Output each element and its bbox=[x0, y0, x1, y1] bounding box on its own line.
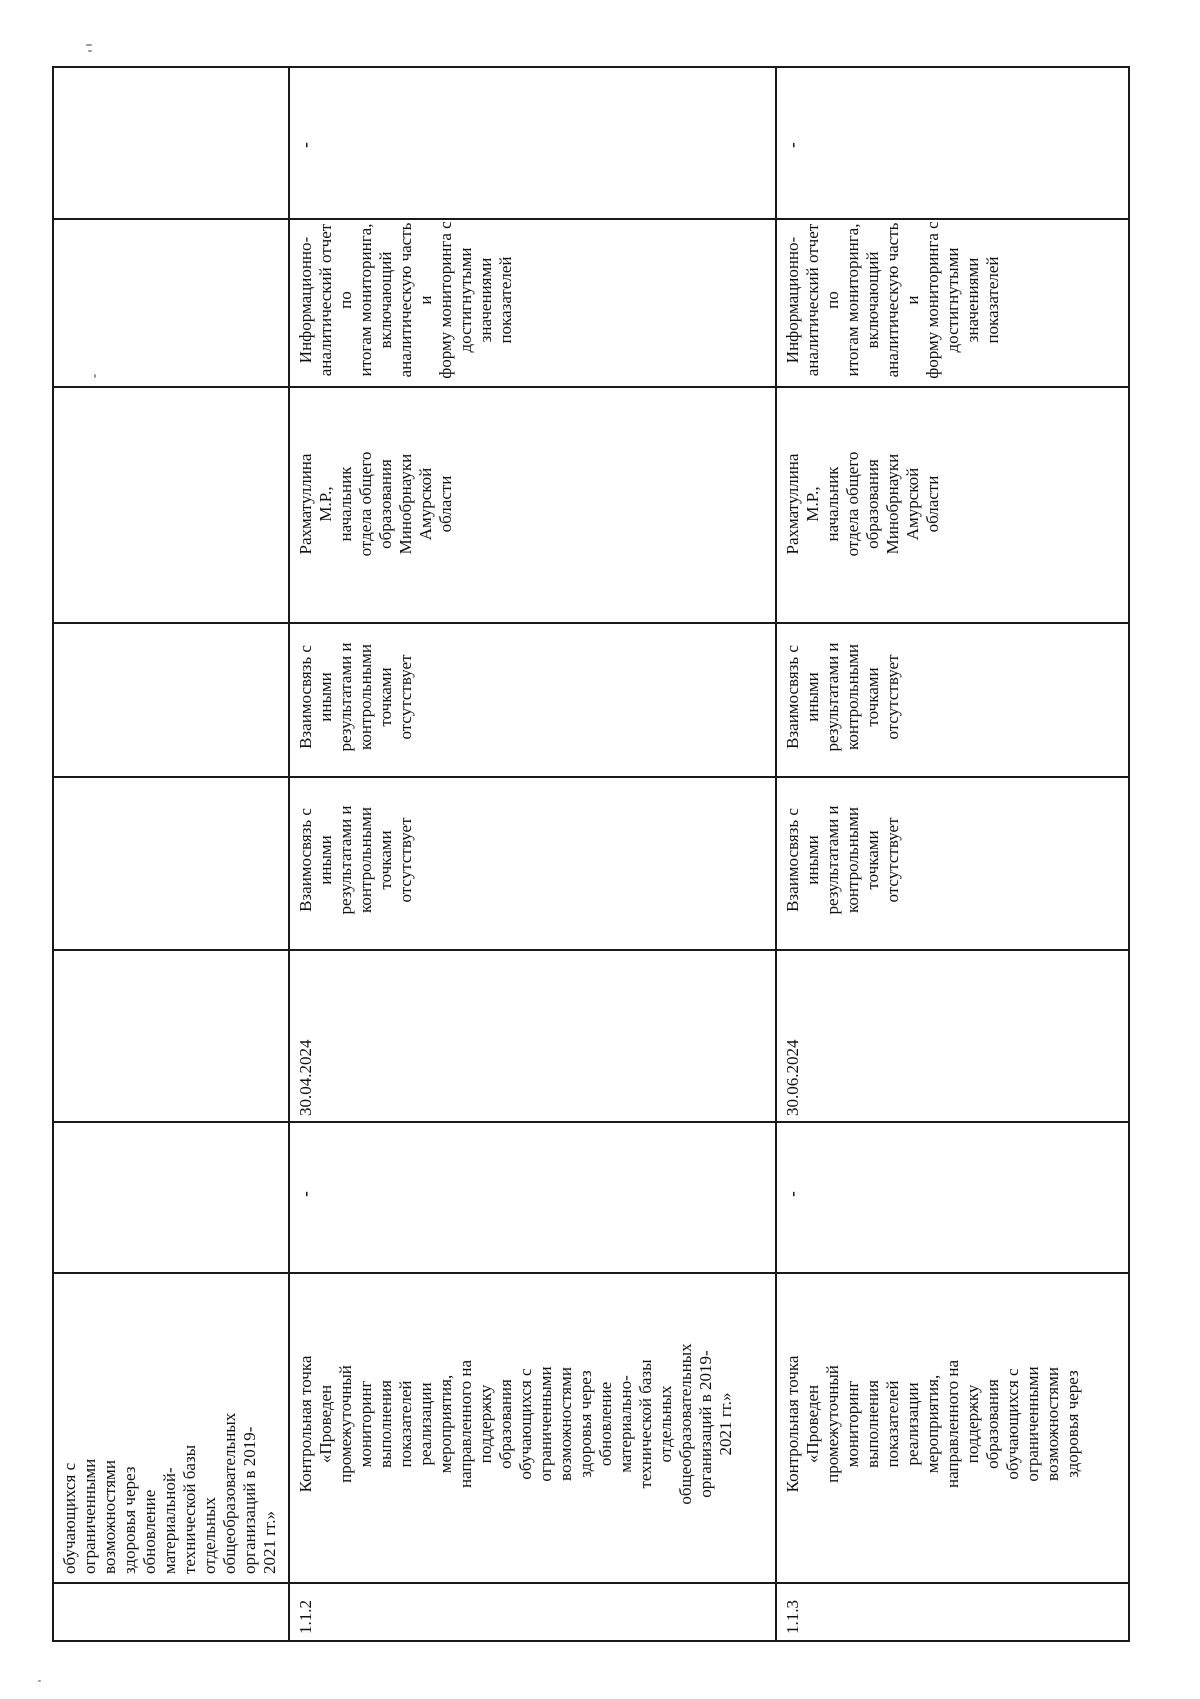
col-divider-5 bbox=[52, 949, 1130, 951]
row-1-doc: Информационно- аналитический отчет по итогам мониторинга, включающий аналитическую часть и форму мониторинга с достигнутыми значениями показателей bbox=[296, 221, 515, 379]
row-2-next: Взаимосвязь с иными результатами и контрольными точками отсутствует bbox=[783, 642, 902, 752]
scan-speck bbox=[88, 50, 92, 52]
col-divider-3 bbox=[52, 622, 1130, 624]
row-1-resp: Рахматуллина М.Р., начальник отдела общего образования Минобрнауки Амурской области bbox=[296, 451, 455, 557]
row-1-name: Контрольная точка «Проведен промежуточный мониторинг выполнения показателей реализации мероприятия, направленного на поддержку образования обучающихся с ограниченными возможностями здоровья через обновление материально- технической базы отдельных общеобразовательных организаций в 2019- 2021 гг.» bbox=[296, 1343, 735, 1505]
row-2-num: 1.1.3 bbox=[783, 1600, 802, 1634]
scan-speck bbox=[94, 374, 96, 378]
col-divider-6 bbox=[52, 1121, 1130, 1123]
row-2-c9: - bbox=[783, 142, 802, 148]
row-2-resp: Рахматуллина М.Р., начальник отдела общего образования Минобрнауки Амурской области bbox=[783, 451, 942, 557]
scan-speck bbox=[38, 1680, 41, 1682]
row-divider-1 bbox=[288, 66, 290, 1642]
table-border-bottom bbox=[52, 1640, 1130, 1642]
row-divider-2 bbox=[775, 66, 777, 1642]
table-border-top bbox=[52, 66, 1130, 68]
row-2-end: 30.06.2024 bbox=[783, 1039, 802, 1116]
col-divider-4 bbox=[52, 776, 1130, 778]
row-1-next: Взаимосвязь с иными результатами и контрольными точками отсутствует bbox=[296, 642, 415, 752]
col-divider-2 bbox=[52, 386, 1130, 388]
row-2-doc: Информационно- аналитический отчет по итогам мониторинга, включающий аналитическую часть и форму мониторинга с достигнутыми значениями показателей bbox=[783, 221, 1002, 379]
row-2-pred: Взаимосвязь с иными результатами и контрольными точками отсутствует bbox=[783, 805, 902, 915]
row-1-end: 30.04.2024 bbox=[296, 1039, 315, 1116]
row-1-num: 1.1.2 bbox=[296, 1600, 315, 1634]
row-1-start: - bbox=[296, 1191, 315, 1197]
row-1-pred: Взаимосвязь с иными результатами и контрольными точками отсутствует bbox=[296, 805, 415, 915]
scan-speck bbox=[86, 44, 92, 46]
row-1-c10 bbox=[296, 0, 316, 46]
row-1-c9: - bbox=[296, 142, 315, 148]
row-2-name: Контрольная точка «Проведен промежуточный мониторинг выполнения показателей реализации мероприятия, направленного на поддержку образования обучающихся с ограниченными возможностями здоровья через bbox=[783, 1355, 1082, 1493]
row-2-start: - bbox=[783, 1191, 802, 1197]
landscape-table bbox=[52, 66, 1130, 1642]
row-2-c10 bbox=[783, 0, 803, 46]
table-border-left bbox=[52, 66, 54, 1642]
table-border-right bbox=[1128, 66, 1130, 1642]
col-divider-8 bbox=[52, 1582, 1130, 1584]
row-0-name: обучающихся с ограниченными возможностями здоровья через обновление материальной- технической базы отдельных общеобразовательных организаций в 2019- 2021 гг.» bbox=[60, 1412, 279, 1574]
